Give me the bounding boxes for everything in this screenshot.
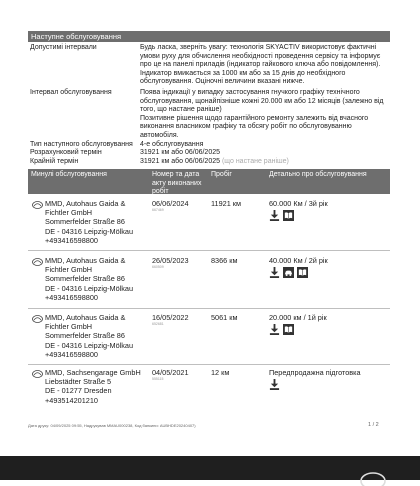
order-number: 667469 bbox=[152, 208, 164, 213]
dealer-name: MMD, Autohaus Gaida & Fichtler GmbH bbox=[45, 256, 126, 275]
print-footer: Дата друку: 04/09/2025 09:55, Надрукував MMAU000238, Код банкини: AUBHDE20240407) bbox=[28, 423, 196, 428]
dealer-name: MMD, Autohaus Gaida & Fichtler GmbH bbox=[45, 313, 126, 332]
service-mileage: 5061 км bbox=[211, 313, 238, 322]
dealer-phone: +493416598800 bbox=[45, 235, 98, 245]
dealer-phone: +493416598800 bbox=[45, 292, 98, 302]
intervals-value: Будь ласка, зверніть увагу: технологія SKYACTIV використовує фактичні умови руху для обчислення необхідності проведення сервісу та інформує про це на панелі приладів (індикатор гайкового ключа або повідомлення). Індикатор вмикається за 1000 км або за 15 днів до необхідного обслуговування. Оціночні величини вказані нижче. bbox=[140, 44, 381, 86]
order-number: 660509 bbox=[152, 265, 164, 270]
dealer-street: Sommerfelder Straße 86 bbox=[45, 331, 125, 341]
service-interval-value: Поява індикації у випадку застосування гнучкого графіку технічного обслуговування, щонайпізніше кожні 20.000 км або 12 місяців (залежно від того, що настане раніше) bbox=[140, 88, 384, 114]
next-type-value: 4-е обслуговування bbox=[140, 140, 204, 148]
dealer-phone: +493514201210 bbox=[45, 395, 98, 405]
service-date: 04/05/2021 bbox=[152, 368, 189, 377]
service-detail: 60.000 Км / 3й рік bbox=[269, 199, 328, 208]
download-icon[interactable] bbox=[269, 379, 280, 390]
deadline-label: Крайній термін bbox=[30, 157, 79, 165]
mazda-logo-icon bbox=[32, 370, 43, 378]
header-past-service: Минулі обслуговування bbox=[31, 171, 107, 178]
service-detail: Передпродажна підготовка bbox=[269, 368, 361, 377]
service-mileage: 12 км bbox=[211, 368, 230, 377]
next-service-info bbox=[28, 44, 390, 166]
dealer-name: MMD, Autohaus Gaida & Fichtler GmbH bbox=[45, 199, 126, 218]
calc-date-row bbox=[28, 149, 390, 158]
car-icon[interactable] bbox=[283, 267, 294, 278]
service-date: 16/05/2022 bbox=[152, 313, 189, 322]
calc-date-label: Розрахунковий термін bbox=[30, 149, 102, 157]
mazda-logo-icon bbox=[358, 472, 388, 486]
service-interval-label: Інтервал обслуговування bbox=[30, 88, 112, 96]
intervals-row bbox=[28, 44, 390, 87]
book-icon[interactable] bbox=[283, 324, 294, 335]
service-mileage: 8366 км bbox=[211, 256, 238, 265]
mazda-logo-icon bbox=[32, 258, 43, 266]
dealer-city: DE - 01277 Dresden bbox=[45, 386, 112, 396]
next-type-label: Тип наступного обслуговування bbox=[30, 140, 133, 148]
dealer-name: MMD, Sachsengarage GmbH bbox=[45, 368, 141, 377]
service-date: 06/06/2024 bbox=[152, 199, 189, 208]
service-interval-row bbox=[28, 89, 390, 141]
download-icon[interactable] bbox=[269, 324, 280, 335]
book-icon[interactable] bbox=[283, 210, 294, 221]
dealer-street: Sommerfelder Straße 86 bbox=[45, 217, 125, 227]
section-title: Наступне обслуговування bbox=[28, 31, 390, 42]
header-mileage: Пробіг bbox=[211, 171, 232, 178]
dealer-phone: +493416598800 bbox=[45, 349, 98, 359]
page-number: 1 / 2 bbox=[368, 422, 379, 428]
bottom-band bbox=[0, 456, 420, 480]
dealer-city: DE - 04316 Leipzig-Mölkau bbox=[45, 340, 134, 350]
header-details: Детально про обслуговування bbox=[269, 171, 367, 178]
dealer-street: Sommerfelder Straße 86 bbox=[45, 274, 125, 284]
dealer-street: Liebstädter Straße 5 bbox=[45, 377, 112, 387]
deadline-value: 31921 км або 06/06/2025 bbox=[140, 157, 221, 165]
next-type-row bbox=[28, 141, 390, 150]
download-icon[interactable] bbox=[269, 210, 280, 221]
service-date: 26/05/2023 bbox=[152, 256, 189, 265]
warranty-note: Позитивне рішення щодо гарантійного ремонту залежить від вчасного виконання власником графіку та обсягу робіт по обслуговуванню автомобіля. bbox=[140, 114, 369, 139]
intervals-label: Допустимі інтервали bbox=[30, 44, 97, 51]
services-table-header bbox=[28, 169, 390, 194]
deadline-row bbox=[28, 158, 390, 167]
service-mileage: 11921 км bbox=[211, 199, 241, 208]
deadline-note: (що настане раніше) bbox=[221, 157, 289, 165]
book-icon[interactable] bbox=[297, 267, 308, 278]
calc-date-value: 31921 км або 06/06/2025 bbox=[140, 149, 221, 157]
service-detail: 40.000 Км / 2й рік bbox=[269, 256, 328, 265]
download-icon[interactable] bbox=[269, 267, 280, 278]
header-order-date: Номер та дата акту виконаних робіт bbox=[152, 171, 202, 195]
order-number: 555115 bbox=[152, 377, 164, 382]
mazda-logo-icon bbox=[32, 315, 43, 323]
dealer-city: DE - 04316 Leipzig-Mölkau bbox=[45, 226, 134, 236]
mazda-logo-icon bbox=[32, 201, 43, 209]
dealer-city: DE - 04316 Leipzig-Mölkau bbox=[45, 283, 134, 293]
order-number: 652681 bbox=[152, 322, 164, 327]
service-detail: 20.000 км / 1й рік bbox=[269, 313, 327, 322]
